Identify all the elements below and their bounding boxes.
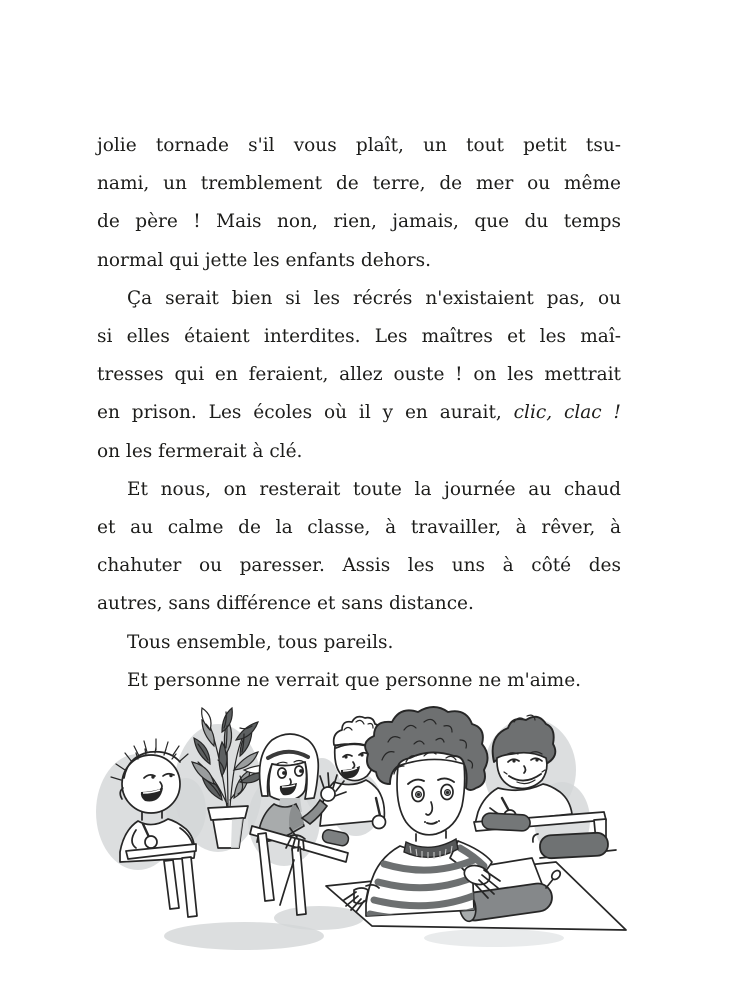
- italic-text: clic, clac !: [513, 402, 621, 424]
- body-text: Tous ensemble, tous pareils.: [127, 631, 394, 653]
- body-text: tresses qui en feraient, allez ouste ! on les mettrait: [97, 364, 621, 386]
- text-line: [97, 509, 621, 547]
- text-line: [97, 203, 621, 241]
- body-text: si elles étaient interdites. Les maîtres et les maî-: [97, 326, 621, 348]
- paragraph: [97, 624, 621, 662]
- paragraph: [97, 471, 621, 624]
- body-text: autres, sans différence et sans distance.: [97, 593, 474, 615]
- paragraph: [97, 127, 621, 280]
- body-text: chahuter ou paresser. Assis les uns à côté des: [97, 555, 621, 577]
- text-line: [97, 356, 621, 394]
- paragraph: [97, 280, 621, 471]
- text-block: [97, 127, 621, 700]
- body-text: et au calme de la classe, à travailler, à rêver, à: [97, 517, 621, 539]
- body-text: Et personne ne verrait que personne ne m'aime.: [127, 669, 582, 691]
- classroom-illustration: [94, 700, 628, 966]
- body-text: jolie tornade s'il vous plaît, un tout petit tsu-: [97, 135, 621, 156]
- body-text: nami, un tremblement de terre, de mer ou même: [97, 173, 621, 195]
- text-line: [97, 585, 621, 623]
- text-line: [97, 165, 621, 203]
- text-line: [97, 318, 621, 356]
- body-text: en prison. Les écoles où il y en aurait,: [97, 402, 514, 424]
- text-line: [97, 394, 621, 432]
- text-line: [97, 242, 621, 280]
- text-line: [97, 280, 621, 318]
- paragraph: [97, 662, 621, 700]
- text-line: [97, 433, 621, 471]
- text-line: [97, 547, 621, 585]
- text-line: [97, 662, 621, 700]
- text-line: [97, 624, 621, 662]
- body-text: on les fermerait à clé.: [97, 440, 303, 462]
- body-text: de père ! Mais non, rien, jamais, que du temps: [97, 211, 621, 233]
- body-text: normal qui jette les enfants dehors.: [97, 249, 431, 271]
- body-text: Ça serait bien si les récrés n'existaient pas, ou: [127, 287, 621, 309]
- body-text: Et nous, on resterait toute la journée au chaud: [127, 478, 621, 500]
- text-line: [97, 471, 621, 509]
- text-line: [97, 127, 621, 165]
